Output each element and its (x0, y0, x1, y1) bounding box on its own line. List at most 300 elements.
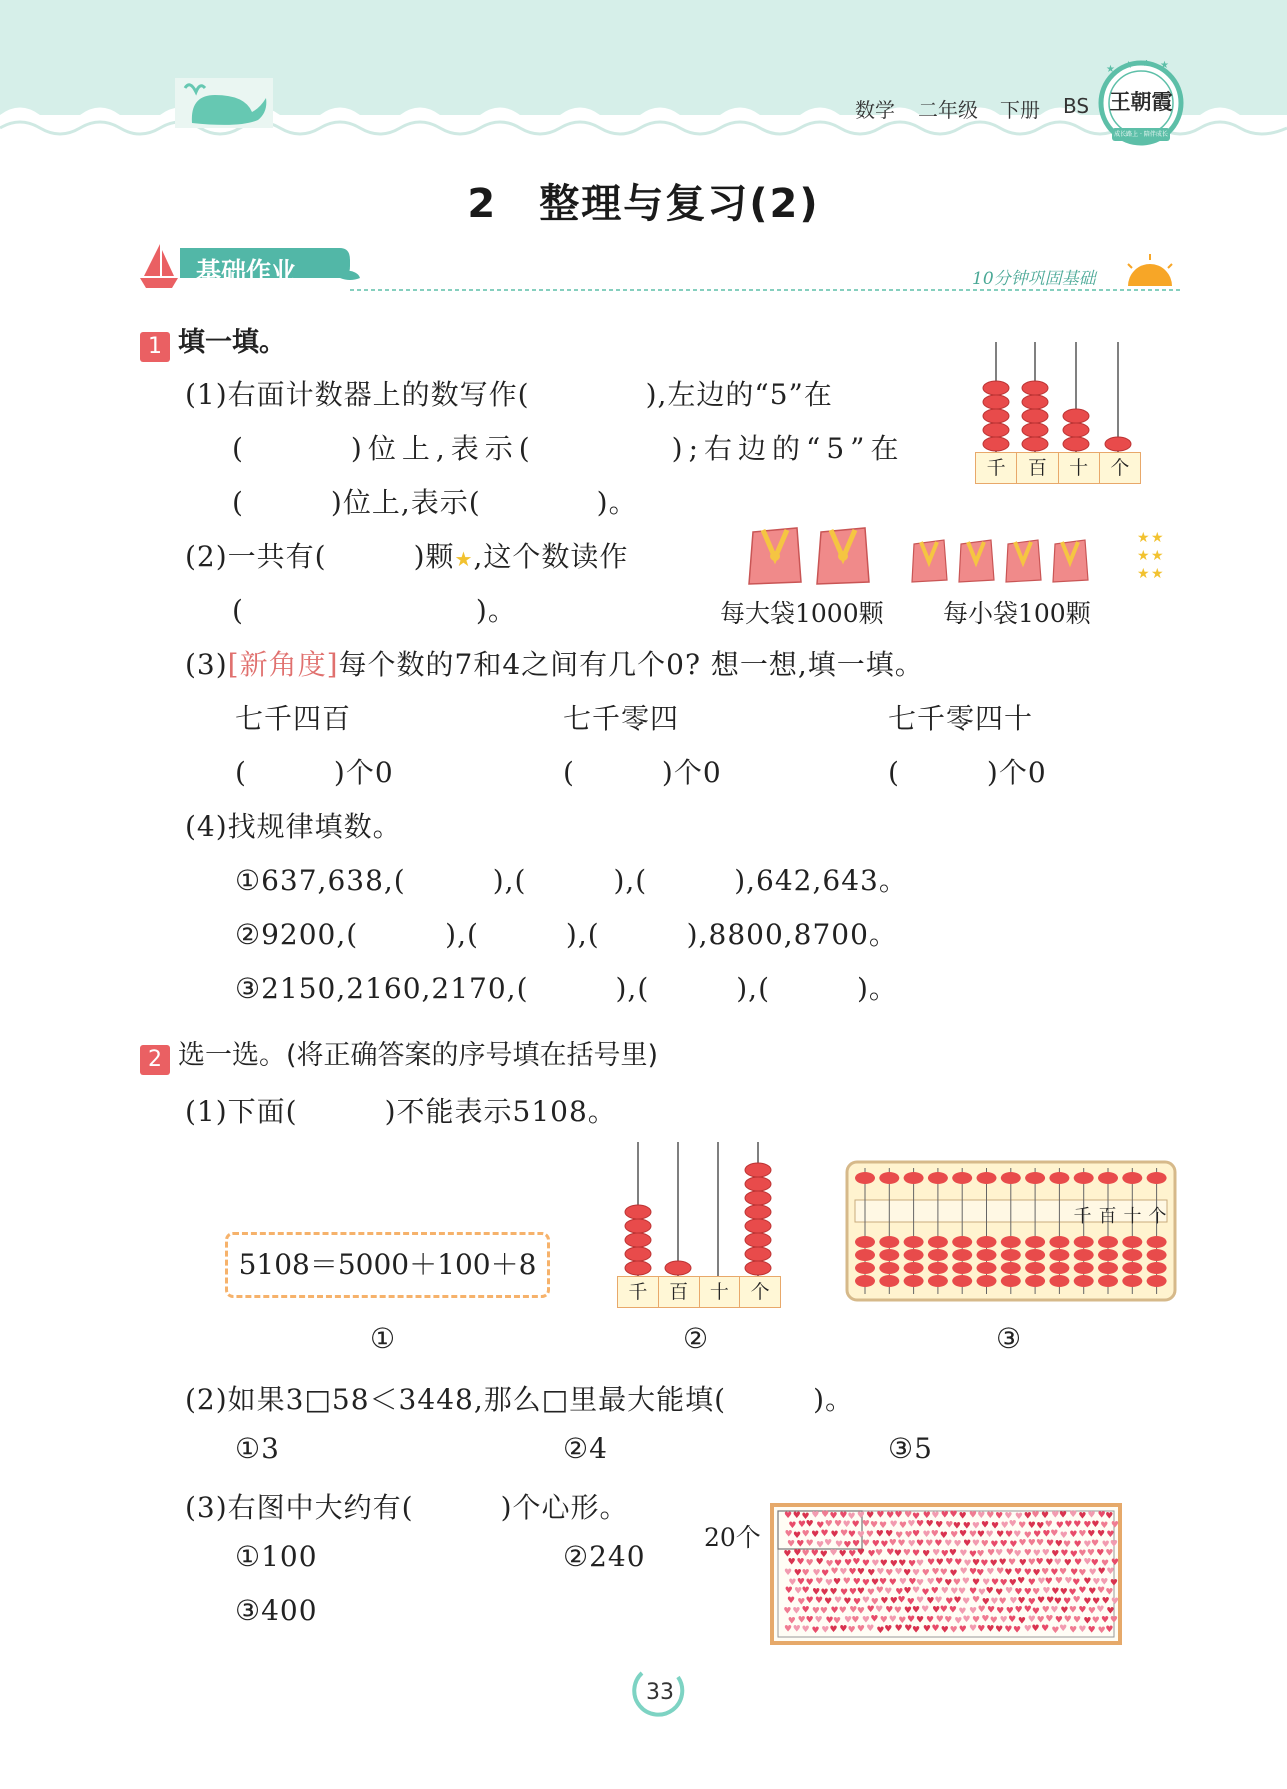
heart-icon: ♥ (916, 1615, 925, 1626)
abacus-label-row (975, 452, 1141, 484)
heart-icon: ♥ (999, 1615, 1008, 1626)
heart-icon: ♥ (911, 1529, 921, 1540)
heart-icon: ♥ (1073, 1557, 1083, 1568)
heart-icon: ♥ (1041, 1567, 1050, 1578)
heart-icon: ♥ (986, 1548, 996, 1559)
candy-bags (745, 522, 1175, 592)
heart-icon: ♥ (847, 1529, 856, 1540)
heart-icon: ♥ (820, 1587, 829, 1598)
heart-icon: ♥ (944, 1578, 953, 1589)
heart-icon: ♥ (1063, 1558, 1072, 1569)
heart-icon: ♥ (915, 1539, 925, 1550)
heart-icon: ♥ (1063, 1615, 1072, 1626)
question-1-heading (140, 320, 286, 362)
heart-icon: ♥ (949, 1568, 958, 1579)
heart-icon: ♥ (948, 1605, 957, 1616)
heart-icon: ♥ (1031, 1510, 1040, 1521)
heart-icon: ♥ (843, 1540, 852, 1551)
heart-icon: ♥ (801, 1568, 810, 1579)
heart-icon: ♥ (1059, 1510, 1068, 1521)
heart-icon: ♥ (894, 1567, 903, 1578)
soroban-bead (904, 1262, 924, 1274)
heart-icon: ♥ (783, 1511, 793, 1522)
heart-icon: ♥ (866, 1624, 875, 1635)
abacus-bead (745, 1219, 771, 1233)
heart-icon: ♥ (856, 1587, 865, 1598)
heart-icon: ♥ (834, 1540, 844, 1551)
heart-icon: ♥ (1013, 1567, 1023, 1578)
heart-icon: ♥ (939, 1567, 948, 1578)
heart-icon: ♥ (805, 1519, 814, 1530)
soroban-bead (855, 1236, 875, 1248)
heart-icon: ♥ (1060, 1605, 1069, 1616)
heart-icon: ♥ (1017, 1596, 1026, 1607)
heart-icon: ♥ (986, 1510, 995, 1521)
abacus-bead (1022, 409, 1048, 423)
heart-icon: ♥ (1033, 1529, 1042, 1540)
heart-icon: ♥ (1046, 1539, 1055, 1550)
q2-3-text: (3)右图中大约有( )个心形。 (185, 1491, 629, 1524)
q1-3-word-2: 七千零四 (563, 702, 680, 735)
heart-icon: ♥ (958, 1511, 967, 1522)
heart-icon: ♥ (815, 1576, 824, 1587)
heart-icon: ♥ (976, 1530, 985, 1541)
heart-icon: ♥ (824, 1538, 833, 1549)
svg-text:★: ★ (1160, 60, 1169, 71)
abacus-bead (1022, 423, 1048, 437)
soroban-bead (904, 1275, 924, 1287)
heart-icon: ♥ (962, 1596, 971, 1607)
heart-icon: ♥ (805, 1595, 814, 1606)
heart-icon: ♥ (1023, 1587, 1032, 1598)
heart-icon: ♥ (952, 1578, 961, 1589)
heart-icon: ♥ (1005, 1529, 1014, 1540)
heart-icon: ♥ (996, 1530, 1005, 1541)
soroban-bead (928, 1262, 948, 1274)
heart-icon: ♥ (1004, 1568, 1013, 1579)
soroban-bead (1049, 1236, 1069, 1248)
soroban-bead (879, 1262, 899, 1274)
soroban-bead (1074, 1275, 1094, 1287)
heart-icon: ♥ (915, 1519, 925, 1530)
q1-2-text-a: (2)一共有( )颗 (185, 540, 455, 573)
heart-icon: ♥ (1083, 1557, 1092, 1568)
heart-icon: ♥ (971, 1558, 981, 1569)
heart-icon: ♥ (889, 1559, 898, 1570)
soroban-bead (977, 1249, 997, 1261)
abacus-bead (745, 1247, 771, 1261)
abacus-bead (745, 1177, 771, 1191)
heart-icon: ♥ (1072, 1577, 1081, 1588)
heart-icon: ♥ (958, 1606, 967, 1617)
heart-icon: ♥ (801, 1511, 810, 1522)
abacus-bead (745, 1191, 771, 1205)
heart-icon: ♥ (1018, 1558, 1027, 1569)
new-angle-tag: [新角度] (227, 648, 339, 681)
small-bag-icon (959, 540, 994, 582)
soroban-bead (1098, 1236, 1118, 1248)
heart-icon: ♥ (996, 1606, 1005, 1617)
heart-icon: ♥ (825, 1559, 834, 1570)
heart-icon: ♥ (801, 1605, 810, 1616)
heart-icon: ♥ (840, 1587, 849, 1598)
heart-icon: ♥ (1044, 1576, 1053, 1587)
soroban-bead (1025, 1172, 1045, 1184)
heart-icon: ♥ (898, 1520, 907, 1531)
heart-icon: ♥ (1105, 1587, 1114, 1598)
heart-icon: ♥ (1069, 1510, 1078, 1521)
heart-icon: ♥ (884, 1624, 893, 1635)
page-number: 33 (646, 1680, 674, 1705)
heart-icon: ♥ (793, 1548, 802, 1559)
soroban-bead (928, 1236, 948, 1248)
heart-icon: ♥ (922, 1510, 931, 1521)
heart-icon: ♥ (995, 1624, 1004, 1635)
heart-icon: ♥ (1083, 1520, 1092, 1531)
heart-icon: ♥ (940, 1549, 949, 1560)
soroban-bead (1074, 1236, 1094, 1248)
heart-icon: ♥ (866, 1587, 875, 1598)
heart-icon: ♥ (1083, 1577, 1092, 1588)
heart-icon: ♥ (1083, 1540, 1092, 1551)
heart-icon: ♥ (879, 1615, 888, 1626)
soroban-bead (1025, 1275, 1045, 1287)
heart-icon: ♥ (847, 1625, 856, 1636)
heart-icon: ♥ (971, 1521, 980, 1532)
heart-icon: ♥ (1041, 1605, 1050, 1616)
svg-text:★: ★ (1142, 60, 1151, 69)
heart-icon: ♥ (895, 1530, 904, 1541)
heart-icon: ♥ (958, 1624, 967, 1635)
abacus-bead (745, 1205, 771, 1219)
heart-icon: ♥ (1092, 1577, 1101, 1588)
soroban-bead (1122, 1249, 1142, 1261)
heart-icon: ♥ (1000, 1520, 1009, 1531)
option-2-abacus (612, 1140, 782, 1280)
soroban-bead (1147, 1249, 1167, 1261)
place-ones: 个 (750, 1281, 770, 1303)
place-hundreds: 百 (1098, 1206, 1117, 1227)
heart-icon: ♥ (1059, 1587, 1068, 1598)
heart-icon: ♥ (904, 1510, 913, 1521)
soroban-bead (855, 1275, 875, 1287)
heart-icon: ♥ (870, 1597, 879, 1608)
heart-icon: ♥ (819, 1606, 828, 1617)
big-bag-icon (749, 528, 801, 584)
heart-icon: ♥ (894, 1510, 903, 1521)
heart-icon: ♥ (1068, 1587, 1077, 1598)
heart-icon: ♥ (1096, 1548, 1105, 1559)
heart-icon: ♥ (866, 1605, 875, 1616)
heart-icon: ♥ (991, 1578, 1000, 1589)
heart-icon: ♥ (1014, 1511, 1024, 1522)
heart-icon: ♥ (834, 1558, 843, 1569)
soroban-bead (1001, 1236, 1021, 1248)
option-label-3: ③ (996, 1322, 1023, 1355)
q1-4-heading: (4)找规律填数。 (185, 810, 402, 843)
heart-icon: ♥ (1087, 1529, 1096, 1540)
small-bag-icon (912, 540, 947, 582)
heart-icon: ♥ (985, 1529, 994, 1540)
heart-icon: ♥ (833, 1577, 842, 1588)
heart-icon: ♥ (995, 1587, 1004, 1598)
heart-icon: ♥ (1097, 1567, 1106, 1578)
place-tens: 十 (700, 1277, 741, 1307)
option-3-soroban (845, 1160, 1177, 1302)
heart-icon: ♥ (876, 1510, 885, 1521)
heart-icon: ♥ (821, 1568, 830, 1579)
heart-icon: ♥ (1027, 1521, 1036, 1532)
svg-text:★: ★ (1106, 64, 1115, 75)
heart-icon: ♥ (1096, 1529, 1106, 1540)
heart-icon: ♥ (852, 1539, 861, 1550)
heart-icon: ♥ (1036, 1615, 1045, 1626)
heart-icon: ♥ (840, 1529, 849, 1540)
place-tens: 十 (1123, 1206, 1142, 1227)
heart-icon: ♥ (902, 1548, 911, 1559)
heart-icon: ♥ (1031, 1624, 1040, 1635)
heart-icon: ♥ (1044, 1520, 1053, 1531)
heart-icon: ♥ (971, 1615, 981, 1626)
heart-icon: ♥ (935, 1558, 944, 1569)
heart-icon: ♥ (987, 1605, 996, 1616)
brand-subtitle: 成长路上 · 陪伴成长 (1114, 131, 1168, 138)
heart-icon: ♥ (1027, 1577, 1036, 1588)
soroban-bead (1049, 1275, 1069, 1287)
heart-icon: ♥ (1109, 1578, 1118, 1589)
sailboat-icon (140, 244, 178, 288)
heart-icon: ♥ (1023, 1530, 1032, 1541)
q1-1-line2: ( )位上,表示( );右边的“5”在 (232, 432, 905, 465)
heart-icon: ♥ (815, 1557, 824, 1568)
heart-icon: ♥ (911, 1511, 921, 1522)
question-number: 2 (140, 1045, 170, 1075)
abacus-bead (665, 1261, 691, 1275)
place-thousands: 千 (618, 1277, 659, 1307)
soroban-bead (879, 1275, 899, 1287)
heart-icon: ♥ (880, 1539, 889, 1550)
heart-icon: ♥ (875, 1529, 884, 1540)
heart-icon: ♥ (944, 1539, 953, 1550)
heart-icon: ♥ (810, 1549, 819, 1560)
soroban-bead (1122, 1275, 1142, 1287)
heart-icon: ♥ (1105, 1624, 1114, 1635)
heart-icon: ♥ (930, 1529, 939, 1540)
heart-icon: ♥ (1042, 1586, 1051, 1597)
soroban-bead (1001, 1275, 1021, 1287)
heart-icon: ♥ (1031, 1606, 1040, 1617)
q1-1-line3: ( )位上,表示( )。 (232, 486, 638, 519)
heart-icon: ♥ (824, 1519, 833, 1530)
heart-icon: ♥ (856, 1510, 865, 1521)
soroban-bead (977, 1236, 997, 1248)
q1-3-word-3: 七千零四十 (888, 702, 1034, 735)
whale-icon (175, 78, 273, 128)
heart-icon: ♥ (1069, 1549, 1078, 1560)
q1-3-blank-2: ( )个0 (563, 756, 722, 789)
soroban-bead (1147, 1275, 1167, 1287)
heart-icon: ♥ (847, 1511, 856, 1522)
heart-icon: ♥ (1106, 1567, 1115, 1578)
q2-3-option-3: ③400 (235, 1594, 318, 1627)
heart-icon: ♥ (1032, 1568, 1041, 1579)
soroban-bead (1049, 1262, 1069, 1274)
candy-star-icon: ★ (454, 547, 474, 571)
heart-icon: ♥ (1032, 1549, 1041, 1560)
brand-name: 王朝霞 (1109, 89, 1173, 114)
heart-icon: ♥ (1054, 1539, 1063, 1550)
heart-icon: ♥ (1014, 1605, 1023, 1616)
heart-icon: ♥ (861, 1558, 870, 1569)
section-hint: 10分钟巩固基础 (972, 269, 1096, 289)
heart-icon: ♥ (939, 1530, 948, 1541)
heart-icon: ♥ (814, 1615, 823, 1626)
abacus-bead (1022, 395, 1048, 409)
soroban-bead (879, 1236, 899, 1248)
abacus-bead (1063, 409, 1089, 423)
heart-icon: ♥ (1027, 1558, 1036, 1569)
heart-icon: ♥ (875, 1605, 884, 1616)
q2-3-option-2: ②240 (563, 1540, 646, 1573)
heart-icon: ♥ (962, 1521, 971, 1532)
heart-icon: ♥ (1050, 1568, 1059, 1579)
heart-icon: ♥ (932, 1605, 941, 1616)
heart-icon: ♥ (954, 1616, 963, 1627)
heart-icon: ♥ (921, 1568, 930, 1579)
abacus-bead (625, 1233, 651, 1247)
soroban-bead (1025, 1262, 1045, 1274)
heart-icon: ♥ (968, 1624, 978, 1635)
heart-icon: ♥ (1005, 1586, 1014, 1597)
heart-icon: ♥ (812, 1587, 821, 1598)
heart-icon: ♥ (930, 1586, 939, 1597)
heart-icon: ♥ (885, 1605, 894, 1616)
heart-icon: ♥ (971, 1595, 981, 1606)
abacus-bead (625, 1247, 651, 1261)
big-bag-icon (817, 528, 869, 584)
heart-icon: ♥ (838, 1606, 847, 1617)
abacus-label-row (617, 1276, 781, 1308)
heart-icon: ♥ (968, 1606, 978, 1617)
q2-2-option-1: ①3 (235, 1432, 280, 1465)
heart-icon: ♥ (935, 1614, 944, 1625)
heart-icon: ♥ (916, 1578, 925, 1589)
q1-3-line (185, 643, 924, 683)
hearts-box-label: 20个 (704, 1523, 761, 1552)
abacus-bead (625, 1219, 651, 1233)
heart-icon: ♥ (922, 1549, 931, 1560)
place-hundreds: 百 (1017, 453, 1058, 483)
heart-icon: ♥ (1090, 1558, 1099, 1569)
svg-text:★: ★ (1137, 566, 1150, 582)
heart-icon: ♥ (922, 1624, 931, 1635)
heart-icon: ♥ (912, 1586, 921, 1597)
heart-icon: ♥ (1053, 1597, 1062, 1608)
soroban-bead (1001, 1172, 1021, 1184)
heart-icon: ♥ (945, 1596, 954, 1607)
heart-icon: ♥ (853, 1597, 862, 1608)
heart-icon: ♥ (912, 1625, 921, 1636)
heart-icon: ♥ (1051, 1625, 1060, 1636)
heart-icon: ♥ (1064, 1576, 1073, 1587)
q1-1-line1: (1)右面计数器上的数写作( ),左边的“5”在 (185, 378, 833, 411)
heart-icon: ♥ (1091, 1539, 1100, 1550)
place-tens: 十 (1059, 453, 1100, 483)
heart-icon: ♥ (897, 1595, 906, 1606)
heart-icon: ♥ (1078, 1511, 1087, 1522)
heart-icon: ♥ (1054, 1576, 1063, 1587)
heart-icon: ♥ (844, 1615, 853, 1626)
abacus-bead (1105, 437, 1131, 451)
loose-candies-icon (1137, 530, 1164, 582)
heart-icon: ♥ (1086, 1548, 1095, 1559)
heart-icon: ♥ (893, 1549, 902, 1560)
heart-icon: ♥ (1009, 1539, 1018, 1550)
heart-icon: ♥ (1109, 1539, 1118, 1550)
heart-icon: ♥ (889, 1596, 898, 1607)
heart-icon: ♥ (856, 1530, 865, 1541)
heart-icon: ♥ (1017, 1576, 1026, 1587)
soroban-bead (879, 1172, 899, 1184)
abacus-bead (1063, 423, 1089, 437)
heart-icon: ♥ (1060, 1549, 1069, 1560)
heart-icon: ♥ (885, 1568, 894, 1579)
svg-text:★: ★ (1151, 530, 1164, 546)
heart-icon: ♥ (829, 1548, 838, 1559)
heart-icon: ♥ (907, 1519, 916, 1530)
soroban-label-row (1070, 1202, 1170, 1228)
soroban-bead (928, 1275, 948, 1287)
abacus-bead (983, 423, 1009, 437)
heart-icon: ♥ (907, 1615, 916, 1626)
heart-icon: ♥ (797, 1519, 806, 1530)
heart-icon: ♥ (797, 1615, 806, 1626)
heart-icon: ♥ (995, 1511, 1004, 1522)
heart-icon: ♥ (879, 1521, 888, 1532)
heart-icon: ♥ (1059, 1530, 1068, 1541)
heart-icon: ♥ (990, 1521, 1000, 1532)
heart-icon: ♥ (1045, 1558, 1054, 1569)
heart-icon: ♥ (950, 1530, 959, 1541)
heart-icon: ♥ (856, 1624, 865, 1635)
soroban-bead (1147, 1236, 1167, 1248)
soroban-bead (1147, 1262, 1167, 1274)
heart-icon: ♥ (1018, 1520, 1027, 1531)
heart-icon: ♥ (916, 1595, 925, 1606)
heart-icon: ♥ (811, 1606, 820, 1617)
heart-icon: ♥ (980, 1558, 989, 1569)
q1-3-prefix: (3) (185, 648, 228, 681)
svg-text:★: ★ (1137, 530, 1150, 546)
heart-icon: ♥ (1101, 1596, 1110, 1607)
abacus-bead (745, 1261, 771, 1275)
heart-icon: ♥ (939, 1605, 948, 1616)
heart-icon: ♥ (861, 1539, 870, 1550)
soroban-bead (855, 1249, 875, 1261)
heart-icon: ♥ (1100, 1577, 1109, 1588)
heart-icon: ♥ (934, 1595, 943, 1606)
heart-icon: ♥ (805, 1539, 814, 1550)
heart-icon: ♥ (1097, 1510, 1106, 1521)
heart-icon: ♥ (793, 1530, 802, 1541)
heart-icon: ♥ (1037, 1596, 1046, 1607)
heart-icon: ♥ (931, 1567, 940, 1578)
place-hundreds: 百 (659, 1277, 700, 1307)
heart-icon: ♥ (1051, 1549, 1060, 1560)
heart-icon: ♥ (870, 1520, 879, 1531)
heart-icon: ♥ (921, 1605, 930, 1616)
heart-icon: ♥ (1042, 1529, 1051, 1540)
